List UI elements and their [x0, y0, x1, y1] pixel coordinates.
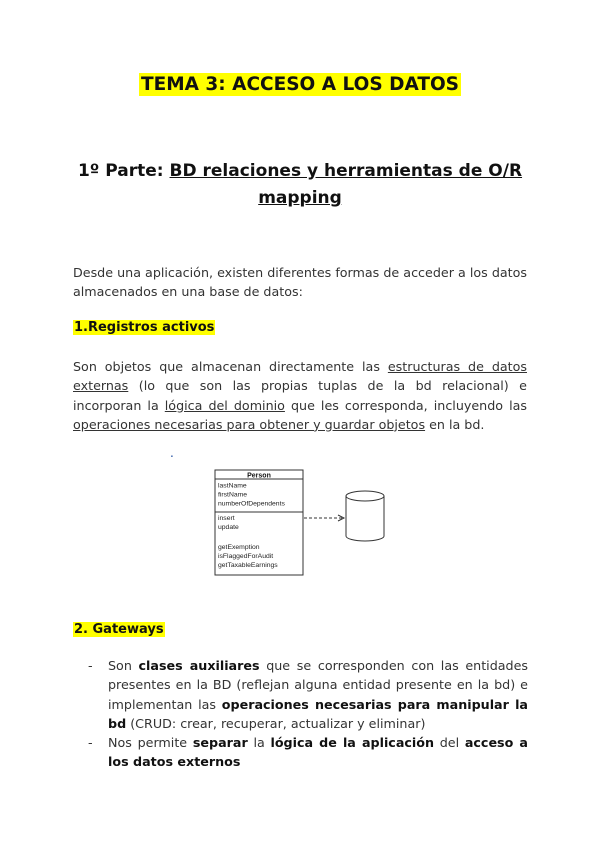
method-getexemption: getExemption: [218, 544, 260, 551]
method-update: update: [218, 524, 239, 531]
dashed-association-arrow: [304, 515, 344, 521]
g2-bold-3: acceso a los datos externos: [108, 735, 528, 770]
g1-text-3: (CRUD: crear, recuperar, actualizar y eliminar): [126, 715, 426, 731]
attr-firstname: firstName: [218, 491, 248, 499]
list-item: [88, 656, 528, 733]
method-isflaggedforaudit: isFlaggedForAudit: [218, 553, 274, 560]
g1-text-2: que se corresponden con las entidades presentes en la BD (reflejan alguna entidad presente en la bd) e implementan las: [108, 658, 529, 712]
list-bullet: -: [88, 658, 93, 673]
s1-text-2: (lo que son las propias tuplas de la bd relacional) e incorporan la: [73, 378, 527, 413]
list-item: [88, 733, 528, 772]
person-class-box: [215, 470, 303, 575]
active-record-diagram: [214, 468, 394, 578]
section1-heading-text: 1.Registros activos: [74, 320, 215, 335]
intro-line-1: Desde una aplicación, existen diferentes formas de acceder a los datos: [73, 265, 527, 280]
g2-text-1: Nos permite: [108, 735, 193, 751]
s1-text-1: Son objetos que almacenan directamente las: [73, 359, 388, 374]
database-cylinder-icon: [346, 491, 384, 541]
subtitle-prefix: 1º Parte:: [77, 161, 170, 181]
section1-paragraph: [73, 357, 527, 434]
attr-lastname: lastName: [218, 482, 247, 490]
section2-heading-text: 2. Gateways: [74, 622, 164, 637]
page-title: [0, 74, 600, 95]
page-title-text: TEMA 3: ACCESO A LOS DATOS: [140, 74, 460, 95]
s1-underline-2: lógica del dominio: [164, 397, 285, 413]
method-gettaxableearnings: getTaxableEarnings: [218, 562, 278, 569]
gateways-list: [88, 656, 528, 772]
attr-numberofdependents: numberOfDependents: [218, 500, 285, 508]
s1-underline-3: operaciones necesarias para obtener y guardar objetos: [73, 416, 426, 432]
part-subtitle: [70, 158, 530, 212]
g2-bold-2: lógica de la aplicación: [270, 735, 435, 751]
g2-bold-1: separar: [192, 735, 248, 751]
section2-heading: [73, 622, 165, 637]
g2-text-3: del: [434, 735, 465, 751]
subtitle-underlined-2: mapping: [258, 188, 342, 208]
list-bullet: -: [88, 735, 93, 751]
stray-dot: .: [170, 446, 174, 460]
subtitle-underlined-1: BD relaciones y herramientas de O/R: [169, 161, 523, 181]
class-name-label: Person: [247, 472, 271, 480]
method-insert: insert: [218, 515, 235, 522]
intro-paragraph: [73, 263, 527, 302]
s1-underline-1: estructuras de datos externas: [73, 359, 527, 394]
g1-bold-1: clases auxiliares: [138, 658, 260, 673]
g1-bold-2: operaciones necesarias para manipular la bd: [108, 696, 528, 731]
g2-text-2: la: [247, 735, 271, 751]
intro-line-2: almacenados en una base de datos:: [73, 284, 303, 300]
g1-text-1: Son: [108, 658, 139, 673]
s1-text-3: que les corresponda, incluyendo las: [284, 397, 527, 413]
s1-text-4: en la bd.: [425, 416, 485, 432]
section1-heading: [73, 320, 215, 335]
